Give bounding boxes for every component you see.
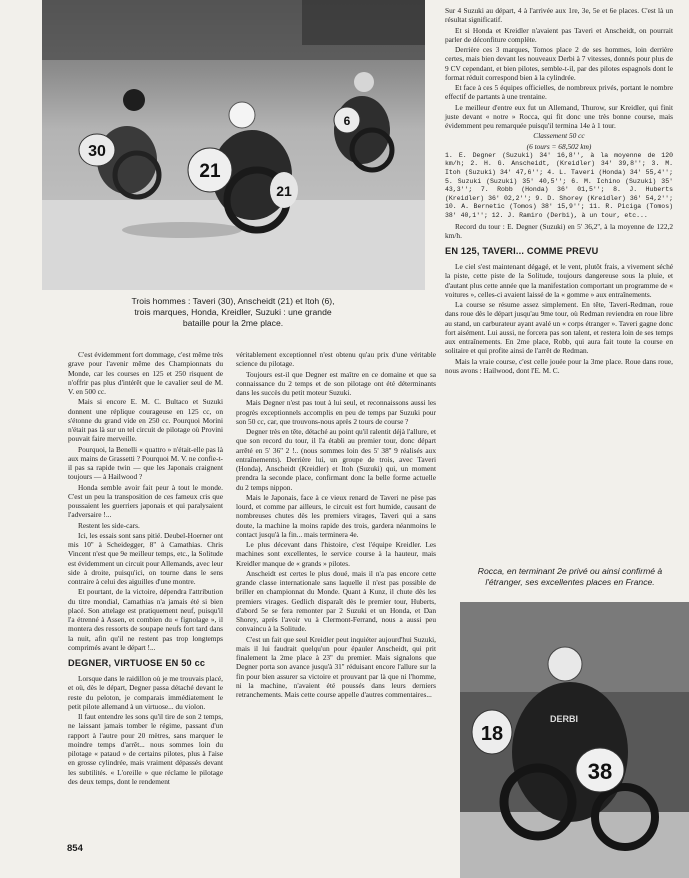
tank-brand-text: DERBI [550, 714, 579, 724]
paragraph: Mais le Japonais, face à ce vieux renard de Taveri ne pèse pas lourd, et comme par ailleurs, le circuit est fort humide, causant de nombreuses chutes dès les premiers virages, Taveri qui a sans doute, la machine la moins rapide des trois, gardera néanmoins le contact jusqu'à la fin... mais terminera 4e. [236, 492, 436, 539]
paragraph: C'est un fait que seul Kreidler peut inquiéter aujourd'hui Suzuki, mais il lui faudrait quelqu'un pour épauler Anscheidt, qui prit finalement la 2me place à 23'' du premier. Mais signalons que Degner porta son avance jusqu'à 31'' réduisant encore l'allure sur la fin pour bien assurer sa victoire et prouvant par là que ni l'homme, ni la machine, n'avaient été poussés dans leurs derniers retranchements. Mais cette course appelle d'autres commentaires... [236, 634, 436, 699]
paragraph: Mais la vraie course, c'est celle jouée pour la 3me place. Roue dans roue, nous avons : Hailwood, dont l'E. M. C. [445, 356, 673, 375]
paragraph: véritablement exceptionnel n'est obtenu qu'au prix d'une véritable science du pilotage. [236, 350, 436, 369]
article-column-3 [445, 6, 673, 376]
lap-record: Record du tour : E. Degner (Suzuki) en 5' 36,2'', à la moyenne de 122,2 km/h. [445, 221, 673, 240]
results-list: 1. E. Degner (Suzuki) 34' 16,8'', à la moyenne de 120 km/h; 2. H. G. Anscheidt, (Kreidler) 34' 39,8''; 3. M. Itoh (Suzuki) 34' 47,6''; 4. L. Taveri (Honda) 34' 55,4''; 5. Suzuki (Suzuki) 35' 40,5''; 6. M. Ichino (Suzuki) 35' 43,3''; 7. Robb (Honda) 36' 01,5''; 8. J. Huberts (Kreidler) 36' 02,2''; 9. D. Shorey (Kreidler) 36' 54,2''; 10. A. Bernetic (Tomos) 38' 15,9''; 11. R. Piciga (Tomos) 38' 40,1''; 12. J. Ramiro (Derbi), à un tour, etc... [445, 151, 673, 219]
paragraph: Mais Degner n'est pas tout à lui seul, et reconnaissons aussi les progrès exceptionnels accomplis en peu de temps par Suzuki pour son 50 cc, car, que trouvons-nous après 2 tours de course ? [236, 398, 436, 426]
bike-number-21: 21 [199, 161, 221, 182]
paragraph: Honda semble avoir fait peur à tout le monde. C'est un peu la transposition de ces fameux cris que poussaient les guerriers japonais et qui paralysaient l'adversaire !... [68, 482, 223, 520]
classification-subtitle: (6 tours = 68,502 km) [526, 141, 592, 151]
paragraph: Et face à ces 5 équipes officielles, de nombreux privés, portant le nombre effectif de partants à une trentaine. [445, 83, 673, 102]
svg-text:21: 21 [276, 183, 292, 199]
paragraph: Il faut entendre les sons qu'il tire de son 2 temps, ne laissant jamais tomber le régime, passant d'un rapport à l'autre pour 20 mètres, sans marquer le moindre temps d'arrêt... nous sommes loin du pilotage « pataud » de certains pilotes, plus à l'aise en grosse cylindrée, mais vraiment dépassés devant les subtilités. « L'oreille » que réclame le pilotage des deux temps, dont le rendement [68, 712, 223, 786]
page-number: 854 [67, 843, 83, 854]
paragraph: Degner très en tête, détaché au point qu'il ralentit déjà l'allure, et que son record du tour, il l'a établi au premier tour, donc départ arrêté en 5' 36'' 2 !.. (nous sommes loin des 5' 38'' 9 réalisés aux entraînements). Derrière lui, un groupe de trois, avec Taveri (Honda), Anscheidt (Kreidler) et Itoh (Suzuki) qui, un moment prendra la seconde place, confirmant donc la belle forme actuelle du 2 temps nippon. [236, 427, 436, 492]
paragraph: Pourquoi, la Benelli « quattro » n'était-elle pas là aux mains de Grassetti ? Pourquoi M. V. ne confie-t-il pas sa rapide twin — que les Japonais craignent toujours — à Hailwood ? [68, 444, 223, 482]
top-race-photo [42, 0, 425, 290]
section-heading-50cc: DEGNER, VIRTUOSE EN 50 cc [68, 658, 206, 668]
paragraph: Sur 4 Suzuki au départ, 4 à l'arrivée aux 1re, 3e, 5e et 6e places. C'est là un résultat significatif. [445, 6, 673, 25]
paragraph: Restent les side-cars. [78, 520, 140, 530]
classification-title: Classement 50 cc [533, 131, 585, 141]
paragraph: Lorsque dans le raidillon où je me trouvais placé, et où, dès le départ, Degner passa détaché devant le reste du peloton, je comparais immédiatement le petit pilote allemand à un virtuose... du violon. [68, 674, 223, 711]
paragraph: Derrière ces 3 marques, Tomos place 2 de ses hommes, loin derrière certes, mais bien devant les nouveaux Derbi à 7 vitesses, donnés pour plus de 9 CV cependant, et bien pilotes, semble-t-il, par des pilotes espagnols dont le format réduit correspond bien à la cylindrée. [445, 45, 673, 82]
bike-number-18: 18 [480, 723, 504, 745]
paragraph: C'est évidemment fort dommage, c'est même très grave pour l'avenir même des Championnats du Monde, car les courses en 125 et 250 risquent de n'offrir pas plus d'intérêt que le cavalier seul de M. V. en 500 cc. [68, 350, 223, 396]
paragraph: Et si Honda et Kreidler n'avaient pas Taveri et Anscheidt, on pourrait parler de déconfiture complète. [445, 25, 673, 44]
article-column-2 [236, 350, 436, 700]
paragraph: Toujours est-il que Degner est maître en ce domaine et que sa connaissance du 2 temps et de son pilotage ont été déterminants dans les succès du petit moteur Suzuki. [236, 369, 436, 397]
bottom-photo-caption: Rocca, en terminant 2e privé ou ainsi confirmé à l'étranger, ses excellentes places en France. [477, 566, 663, 587]
article-column-1 [68, 350, 223, 787]
paragraph: La course se résume assez simplement. En tête, Taveri-Redman, roue dans roue dès le départ jusqu'au 9me tour, où Redman reviendra en roue libre au stand, un carburateur ayant avalé un « corps étranger ». Taveri gagne donc fort aisément. Lui aussi, ne forcera pas son talent, et restera loin de ses temps aux entraînements. En 2me place, Robb, qui aura fait toute la course en solitaire et qui profite ainsi de l'arrêt de Redman. [445, 300, 673, 356]
paragraph: Ici, les essais sont sans pitié. Deubel-Hoerner ont mis 10'' à Scheidegger, 8'' à Camathias. Chris Vincent n'est que 9e meilleur temps, etc., la Solitude est évidemment un circuit pour Allemands, avec leur side à droite, puisqu'ici, on tourne dans le sens contraire à celui des aiguilles d'une montre. [68, 530, 223, 586]
bottom-race-photo [460, 602, 689, 878]
section-heading-125cc: EN 125, TAVERI... COMME PREVU [445, 246, 599, 256]
top-photo-caption: Trois hommes : Taveri (30), Anscheidt (21) et Itoh (6), trois marques, Honda, Kreidler, Suzuki : une grande bataille pour la 2me place. [131, 296, 335, 328]
bike-number-6: 6 [343, 114, 351, 128]
paragraph: Mais si encore E. M. C. Bultaco et Suzuki donnent une réplique courageuse en 125 cc, on s'étonne du grand vide en 250 cc. Pourquoi Morini n'était pas là sur un tel circuit de pilotage où Provini pouvait faire merveille. [68, 397, 223, 444]
paragraph: Anscheidt est certes le plus doué, mais il n'a pas encore cette grande classe internationale sans laquelle il n'est pas possible de briller en championnat du Monde. Quant à Kunz, il chute dès les premiers virages. Gedlich disparaît dès le premier tour, Huberts, d'abord 5e se fera remonter par 2 Suzuki et un Honda, et Dan Shorey, après l'avoir vu à Clermont-Ferrand, nous a aussi peu convaincu à la Solitude. [236, 568, 436, 634]
bike-number-38: 38 [587, 759, 613, 784]
paragraph: Le ciel s'est maintenant dégagé, et le vent, plutôt frais, a vivement séché la piste, cette piste de la Solitude, toujours dangereuse sous la pluie, et d'autant plus cette année que la manifestation comportant un programme de « voitures », celles-ci avaient laissé de la « gomme » aux entraînements. [445, 262, 673, 299]
bike-number-30: 30 [88, 143, 106, 160]
paragraph: Et pourtant, de la victoire, dépendra l'attribution du titre mondial, Camathias n'a jamais été si bien placé. Son attelage est pratiquement neuf, puisqu'il l'a étrenné à Assen, et combien du « fignolage », il montera des ressorts de soupape neufs fort tard dans la nuit, afin qu'il ne restent pas trop longtemps comprimés avant le départ !... [68, 587, 223, 652]
paragraph: Le meilleur d'entre eux fut un Allemand, Thurow, sur Kreidler, qui finit juste devant « notre » Rocca, qui fit donc une très bonne course, mais évidemment peu remarquée puisqu'il termina 14e à 1 tour. [445, 102, 673, 130]
paragraph: Le plus décevant dans l'histoire, c'est l'équipe Kreidler. Les machines sont excellentes, le service course à la hauteur, mais Kreidler manque de « grands » pilotes. [236, 540, 436, 568]
